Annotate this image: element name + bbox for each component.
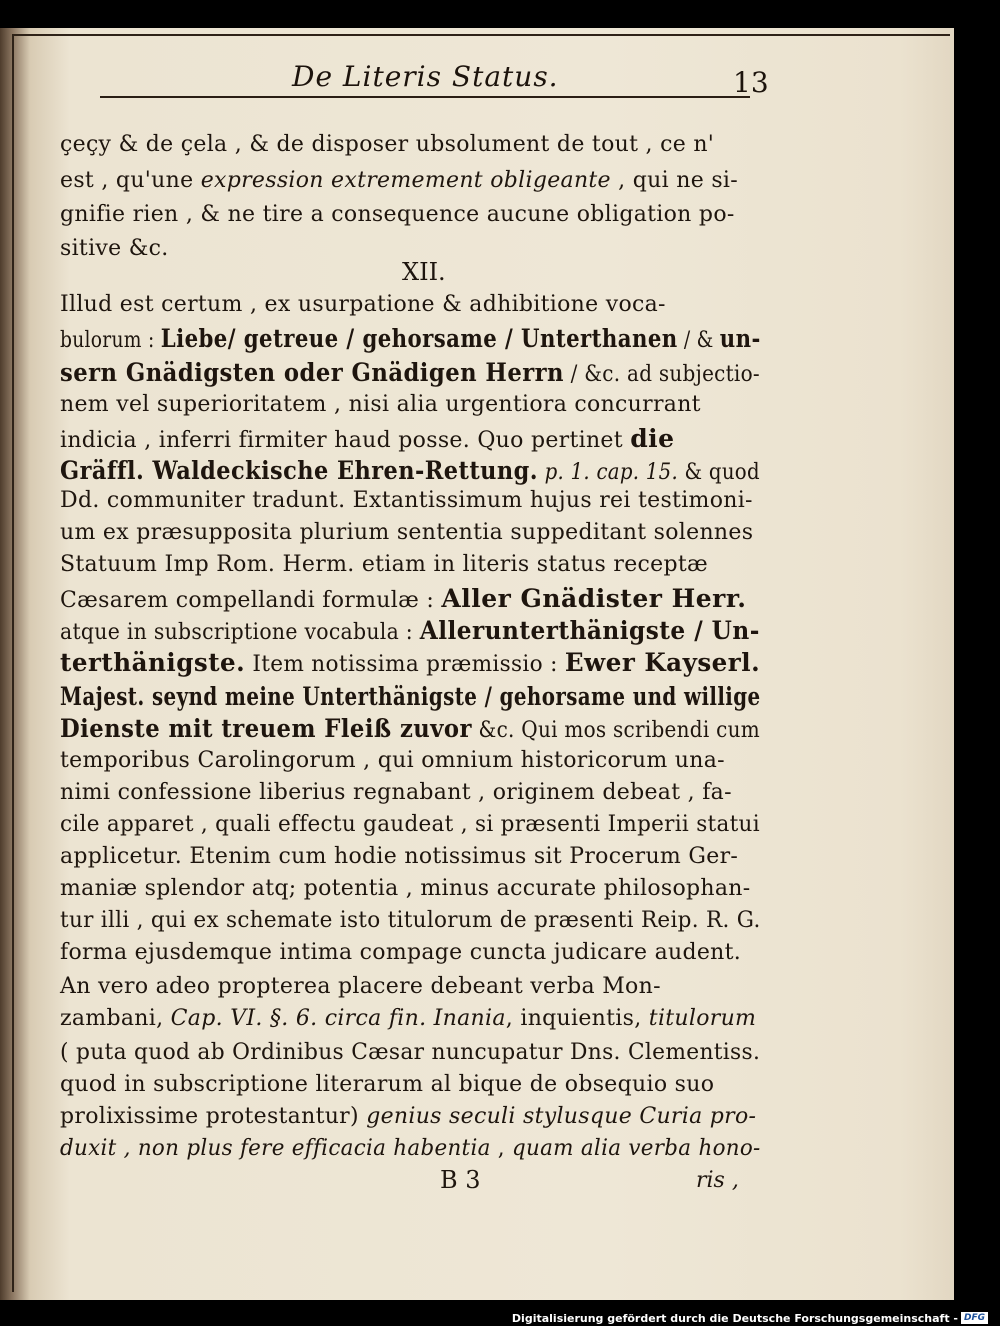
signature-mark: B 3 [440, 1166, 481, 1194]
text-span: genius seculi stylusque Curia pro- [366, 1104, 757, 1129]
footer-credit-text: Digitalisierung gefördert durch die Deutsche Forschungsgemeinschaft - [511, 1311, 958, 1325]
text-span: un- [719, 324, 761, 353]
text-span: çeçy & de çela , & de disposer ubsolument de tout , ce n' [60, 132, 715, 157]
text-span: gnifie rien , & ne tire a consequence aucune obligation po- [60, 202, 735, 227]
text-span: Dd. communiter tradunt. Extantissimum hujus rei testimoni- [60, 488, 753, 513]
text-span: zambani, [60, 1006, 171, 1031]
text-line [60, 202, 735, 227]
text-line [60, 940, 741, 965]
text-line [60, 488, 753, 513]
text-span: Statuum Imp Rom. Herm. etiam in literis status receptæ [60, 552, 708, 577]
text-span: temporibus Carolingorum , qui omnium historicorum una- [60, 748, 725, 773]
text-span: cile apparet , quali effectu gaudeat , si præsenti Imperii statui [60, 812, 760, 837]
text-line [60, 974, 661, 999]
text-span: um ex præsupposita plurium sententia suppeditant solennes [60, 520, 754, 545]
footer-credit [512, 1311, 988, 1325]
text-line [60, 324, 761, 353]
text-line [60, 908, 761, 933]
text-span: nimi confessione liberius regnabant , originem debeat , fa- [60, 780, 732, 805]
text-span: sitive &c. [60, 236, 169, 261]
text-span: indicia , inferri firmiter haud posse. Quo pertinet [60, 428, 631, 453]
text-line [60, 236, 169, 261]
text-span: Majest. seynd meine Unterthänigste / gehorsame und willige [60, 682, 761, 711]
text-span: Cap. VI. §. 6. circa fin. Inania [170, 1006, 506, 1031]
text-span: , qui ne si- [610, 168, 738, 193]
text-span: An vero adeo propterea placere debeant verba Mon- [60, 974, 661, 999]
text-span: & quod [678, 460, 760, 485]
page-number: 13 [733, 66, 769, 99]
text-line [60, 682, 761, 711]
text-line [60, 748, 725, 773]
header-rule [100, 96, 750, 98]
text-span: Ewer Kayserl. [564, 648, 761, 677]
text-span: Aller Gnädister Herr. [441, 584, 747, 613]
text-span: Gräffl. Waldeckische Ehren-Rettung. [60, 456, 539, 485]
text-line [60, 648, 760, 677]
text-span: maniæ splendor atq; potentia , minus accurate philosophan- [60, 876, 751, 901]
text-line [60, 1104, 756, 1129]
text-span: forma ejusdemque intima compage cuncta judicare audent. [60, 940, 742, 965]
text-span: atque in subscriptione vocabula : [60, 620, 420, 645]
text-line [60, 812, 760, 837]
text-line [60, 876, 750, 901]
text-span: p. 1. cap. 15. [544, 460, 679, 485]
text-line [60, 780, 732, 805]
text-line [60, 292, 666, 317]
text-span: duxit , non plus fere efficacia habentia [60, 1136, 491, 1161]
text-span: sern Gnädigsten oder Gnädigen Herrn [60, 358, 565, 387]
text-line [60, 358, 760, 387]
text-span: die [630, 424, 675, 453]
text-span: quam alia verba hono- [511, 1136, 761, 1161]
text-span: nem vel superioritatem , nisi alia urgentiora concurrant [60, 392, 701, 417]
dfg-logo: DFG [961, 1312, 988, 1324]
text-span: &c. Qui mos scribendi cum [471, 718, 760, 743]
text-span: terthänigste. [60, 648, 246, 677]
text-line [60, 1072, 714, 1097]
text-span: titulorum [648, 1006, 757, 1031]
text-span: / &c. ad subjectio- [564, 362, 760, 387]
text-span: , inquientis, [505, 1006, 649, 1031]
text-line [60, 168, 738, 193]
text-span: quod in subscriptione literarum al bique de obsequio suo [60, 1072, 715, 1097]
text-line [60, 520, 753, 545]
text-span: Item notissima præmissio : [245, 652, 565, 677]
text-span: Liebe/ getreue / gehorsame / Unterthanen [160, 324, 678, 353]
running-title: De Literis Status. [292, 60, 559, 93]
section-number: XII. [402, 258, 446, 286]
text-span: / & [677, 328, 720, 353]
text-line [60, 132, 714, 157]
text-line [60, 1006, 756, 1031]
text-span: prolixissime protestantur) [60, 1104, 367, 1129]
text-line [60, 616, 760, 645]
text-line [60, 844, 738, 869]
text-span: applicetur. Etenim cum hodie notissimus sit Procerum Ger- [60, 844, 739, 869]
catchword: ris , [696, 1168, 739, 1193]
text-span: bulorum : [60, 328, 161, 353]
text-line [60, 552, 708, 577]
text-line [60, 714, 760, 743]
text-line [60, 456, 760, 485]
text-span: tur illi , qui ex schemate isto titulorum de præsenti Reip. R. G. [60, 908, 761, 933]
text-line [60, 1136, 761, 1161]
text-span: Illud est certum , ex usurpatione & adhibitione voca- [60, 292, 666, 317]
text-line [60, 424, 675, 453]
text-line [60, 392, 701, 417]
text-span: , [490, 1136, 512, 1161]
text-span: Allerunterthänigste / Un- [419, 616, 760, 645]
text-span: est , qu'une [60, 168, 201, 193]
text-span: Cæsarem compellandi formulæ : [60, 588, 442, 613]
text-span: expression extremement obligeante [200, 168, 611, 193]
running-header [70, 60, 770, 104]
text-line [60, 1040, 760, 1065]
text-span: Dienste mit treuem Fleiß zuvor [60, 714, 472, 743]
text-span: ( puta quod ab Ordinibus Cæsar nuncupatur Dns. Clementiss. [60, 1040, 761, 1065]
text-line [60, 584, 746, 613]
